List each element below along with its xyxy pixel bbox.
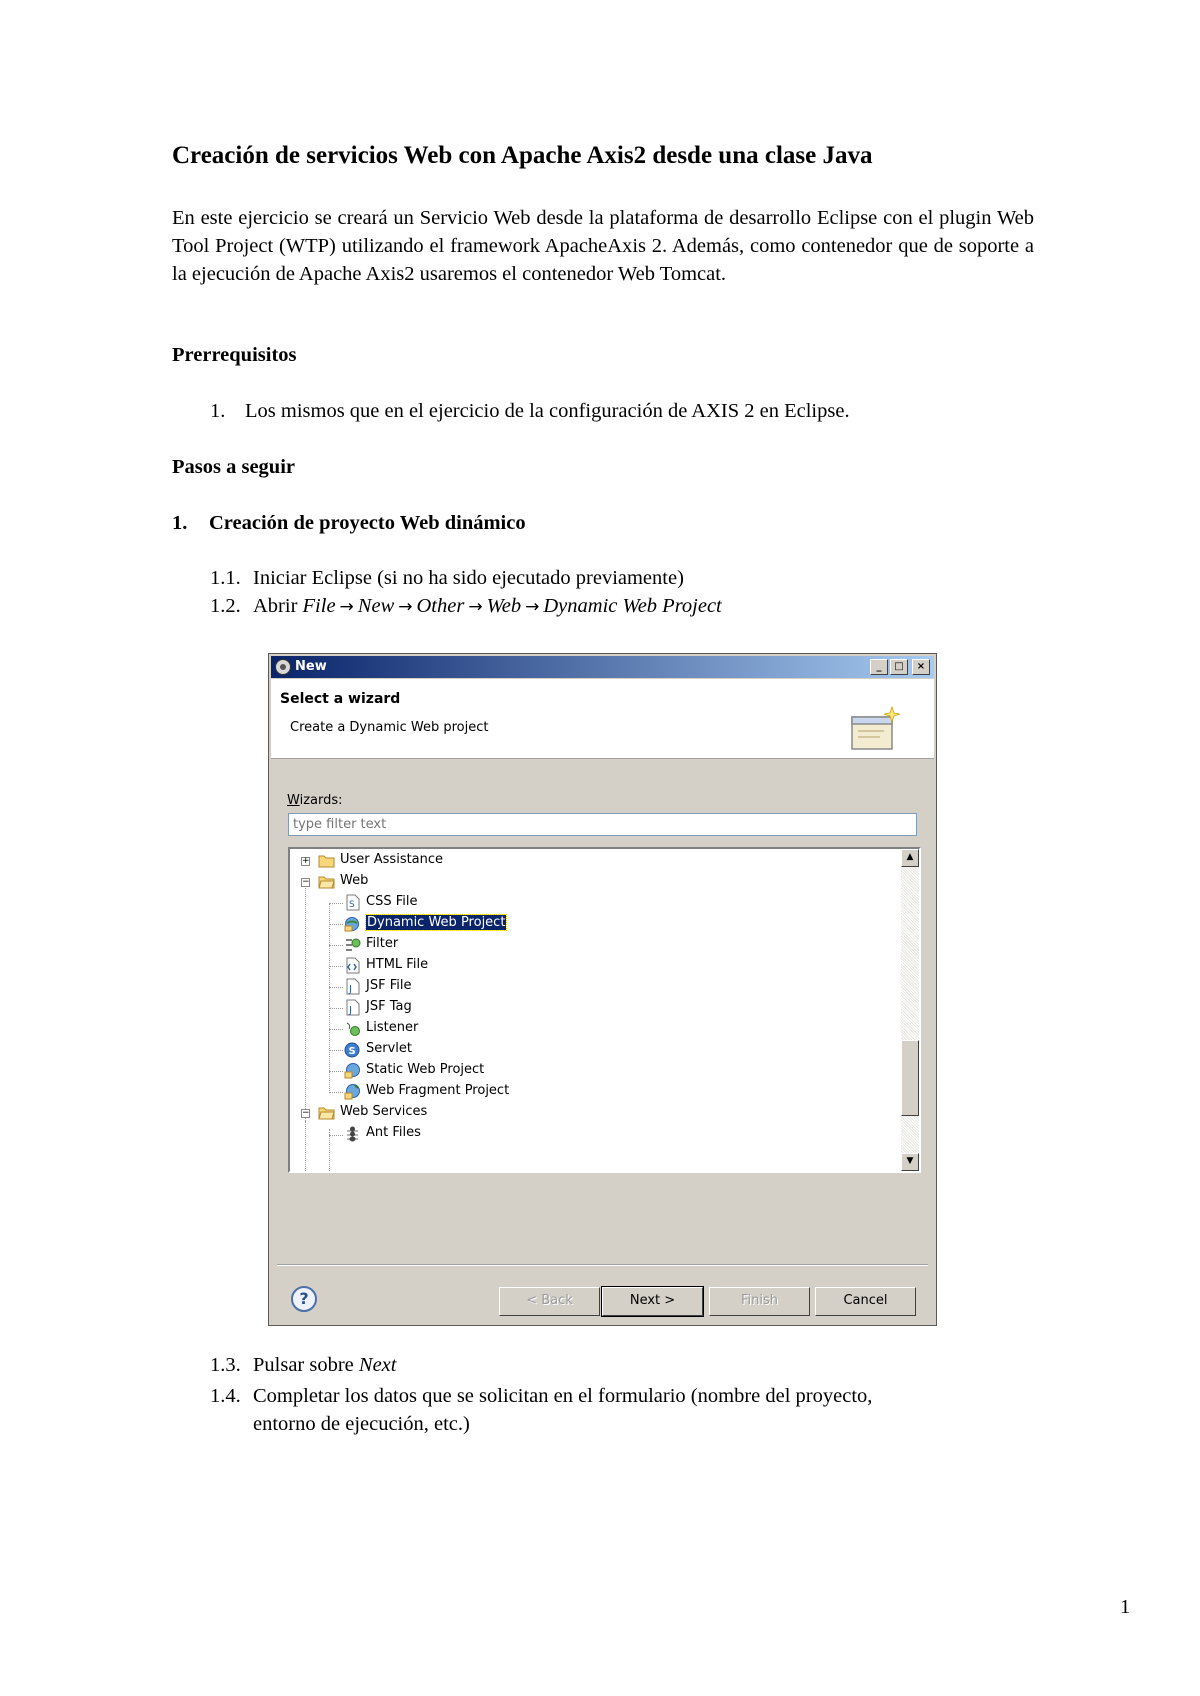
substep-prefix: Abrir [253, 595, 298, 617]
servlet-icon [344, 1041, 361, 1058]
tree-item-label: Servlet [366, 1041, 412, 1056]
tree-item-ant-files[interactable] [290, 1124, 690, 1144]
back-button[interactable]: < Back [499, 1287, 600, 1316]
wizards-label-text: izards: [299, 793, 343, 808]
arrow-icon: → [398, 597, 413, 617]
substep-text-line2: entorno de ejecución, etc.) [253, 1413, 470, 1435]
cancel-button[interactable]: Cancel [815, 1287, 916, 1316]
tree-item-label: Ant Files [366, 1125, 421, 1140]
substep-1-3 [210, 1354, 396, 1377]
scroll-down-icon[interactable]: ▼ [901, 1153, 919, 1171]
menu-path-other: Other [416, 595, 465, 617]
wizards-label-mnemonic: W [287, 793, 300, 808]
wizard-header-subtitle: Create a Dynamic Web project [290, 720, 489, 735]
tree-item-jsf-tag[interactable] [290, 998, 690, 1018]
tree-item-html-file[interactable] [290, 956, 690, 976]
tree-item-label: Static Web Project [366, 1062, 485, 1077]
tree-item-web-services[interactable] [290, 1103, 690, 1123]
menu-path-new: New [357, 595, 395, 617]
jsf-file-icon [344, 978, 361, 995]
dynamic-web-project-icon [344, 915, 361, 932]
substep-1-2 [210, 595, 722, 618]
substep-text: Iniciar Eclipse (si no ha sido ejecutado previamente) [253, 567, 684, 589]
intro-paragraph: En este ejercicio se creará un Servicio Web desde la plataforma de desarrollo Eclipse con el plugin Web Tool Project (WTP) utilizando el framework ApacheAxis 2. Además, como contenedor que de soporte a la ejecución de Apache Axis2 usaremos el contenedor Web Tomcat. [172, 207, 1034, 285]
footer-divider [277, 1264, 928, 1266]
substep-text-line1: Completar los datos que se solicitan en el formulario (nombre del proyecto, [253, 1385, 873, 1407]
substep-1-1 [210, 567, 684, 590]
tree-item-label: Web Services [340, 1104, 428, 1119]
prereq-heading: Prerrequisitos [172, 344, 297, 366]
scroll-up-icon[interactable]: ▲ [901, 849, 919, 867]
folder-icon [318, 852, 335, 869]
substep-number: 1.4. [210, 1385, 241, 1407]
arrow-icon: → [468, 597, 483, 617]
menu-path-file: File [302, 595, 336, 617]
steps-heading: Pasos a seguir [172, 456, 295, 478]
svg-text:S: S [349, 900, 355, 910]
document-title: Creación de servicios Web con Apache Axis2 desde una clase Java [172, 142, 873, 169]
wizards-label [287, 793, 343, 808]
ant-icon [344, 1125, 361, 1142]
html-file-icon [344, 957, 361, 974]
tree-item-web-fragment-project[interactable] [290, 1082, 690, 1102]
jsf-tag-icon [344, 999, 361, 1016]
maximize-icon[interactable]: □ [890, 659, 908, 675]
tree-item-listener[interactable] [290, 1019, 690, 1039]
dialog-title: New [295, 659, 327, 674]
tree-item-label: CSS File [366, 894, 418, 909]
step-1-text: Creación de proyecto Web dinámico [209, 512, 526, 534]
tree-item-label: Web [340, 873, 369, 888]
substep-emphasis: Next [358, 1354, 397, 1376]
new-wizard-dialog [268, 653, 937, 1326]
tree-item-label: User Assistance [340, 852, 444, 867]
substep-number: 1.3. [210, 1354, 241, 1376]
tree-item-label: Web Fragment Project [366, 1083, 510, 1098]
tree-item-label: Filter [366, 936, 399, 951]
wizard-tree [288, 847, 921, 1173]
filter-input[interactable] [288, 813, 917, 836]
svg-text:J: J [349, 984, 352, 995]
tree-item-user-assistance[interactable] [290, 851, 690, 871]
menu-path-web: Web [486, 595, 522, 617]
page-number: 1 [1120, 1596, 1131, 1618]
tree-item-label: JSF File [366, 978, 412, 993]
substep-number: 1.2. [210, 595, 241, 617]
open-folder-icon [318, 873, 335, 890]
expand-icon[interactable]: + [302, 856, 310, 866]
collapse-icon[interactable]: − [302, 1108, 310, 1118]
step-1-number: 1. [172, 512, 188, 534]
tree-item-label: HTML File [366, 957, 429, 972]
tree-item-label: JSF Tag [366, 999, 412, 1014]
minimize-icon[interactable]: _ [870, 659, 888, 675]
arrow-icon: → [339, 597, 354, 617]
dialog-titlebar [271, 656, 934, 678]
new-wizard-banner-icon [850, 705, 900, 753]
substep-prefix: Pulsar sobre [253, 1354, 354, 1376]
close-icon[interactable]: × [912, 659, 930, 675]
arrow-icon: → [525, 597, 540, 617]
tree-item-label: Dynamic Web Project [367, 915, 506, 930]
prereq-item [210, 400, 850, 423]
tree-item-css-file[interactable] [290, 893, 690, 913]
help-icon[interactable]: ? [291, 1286, 317, 1312]
svg-text:S: S [348, 1046, 356, 1057]
tree-item-jsf-file[interactable] [290, 977, 690, 997]
svg-text:J: J [349, 1005, 352, 1016]
prereq-item-number: 1. [210, 400, 226, 422]
open-folder-icon [318, 1104, 335, 1121]
css-file-icon [344, 894, 361, 911]
next-button[interactable]: Next > [602, 1287, 703, 1316]
step-1-heading [172, 512, 526, 535]
tree-item-web[interactable] [290, 872, 690, 892]
eclipse-icon [275, 659, 291, 675]
collapse-icon[interactable]: − [302, 877, 310, 887]
scrollbar-thumb[interactable] [901, 1040, 919, 1116]
tree-item-dynamic-web-project[interactable] [290, 914, 690, 934]
filter-icon [344, 936, 361, 953]
substep-1-4 [210, 1382, 1010, 1438]
wizard-header-title: Select a wizard [280, 691, 401, 707]
web-fragment-project-icon [344, 1083, 361, 1100]
prereq-item-text: Los mismos que en el ejercicio de la configuración de AXIS 2 en Eclipse. [245, 400, 850, 422]
tree-item-servlet[interactable] [290, 1040, 690, 1060]
tree-item-label: Listener [366, 1020, 419, 1035]
static-web-project-icon [344, 1062, 361, 1079]
tree-item-filter[interactable] [290, 935, 690, 955]
finish-button[interactable]: Finish [709, 1287, 810, 1316]
tree-item-static-web-project[interactable] [290, 1061, 690, 1081]
substep-number: 1.1. [210, 567, 241, 589]
listener-icon [344, 1020, 361, 1037]
tree-vertical-scrollbar[interactable] [901, 849, 919, 1171]
wizard-header [271, 679, 934, 759]
menu-path-dynamic-web-project: Dynamic Web Project [543, 595, 722, 617]
